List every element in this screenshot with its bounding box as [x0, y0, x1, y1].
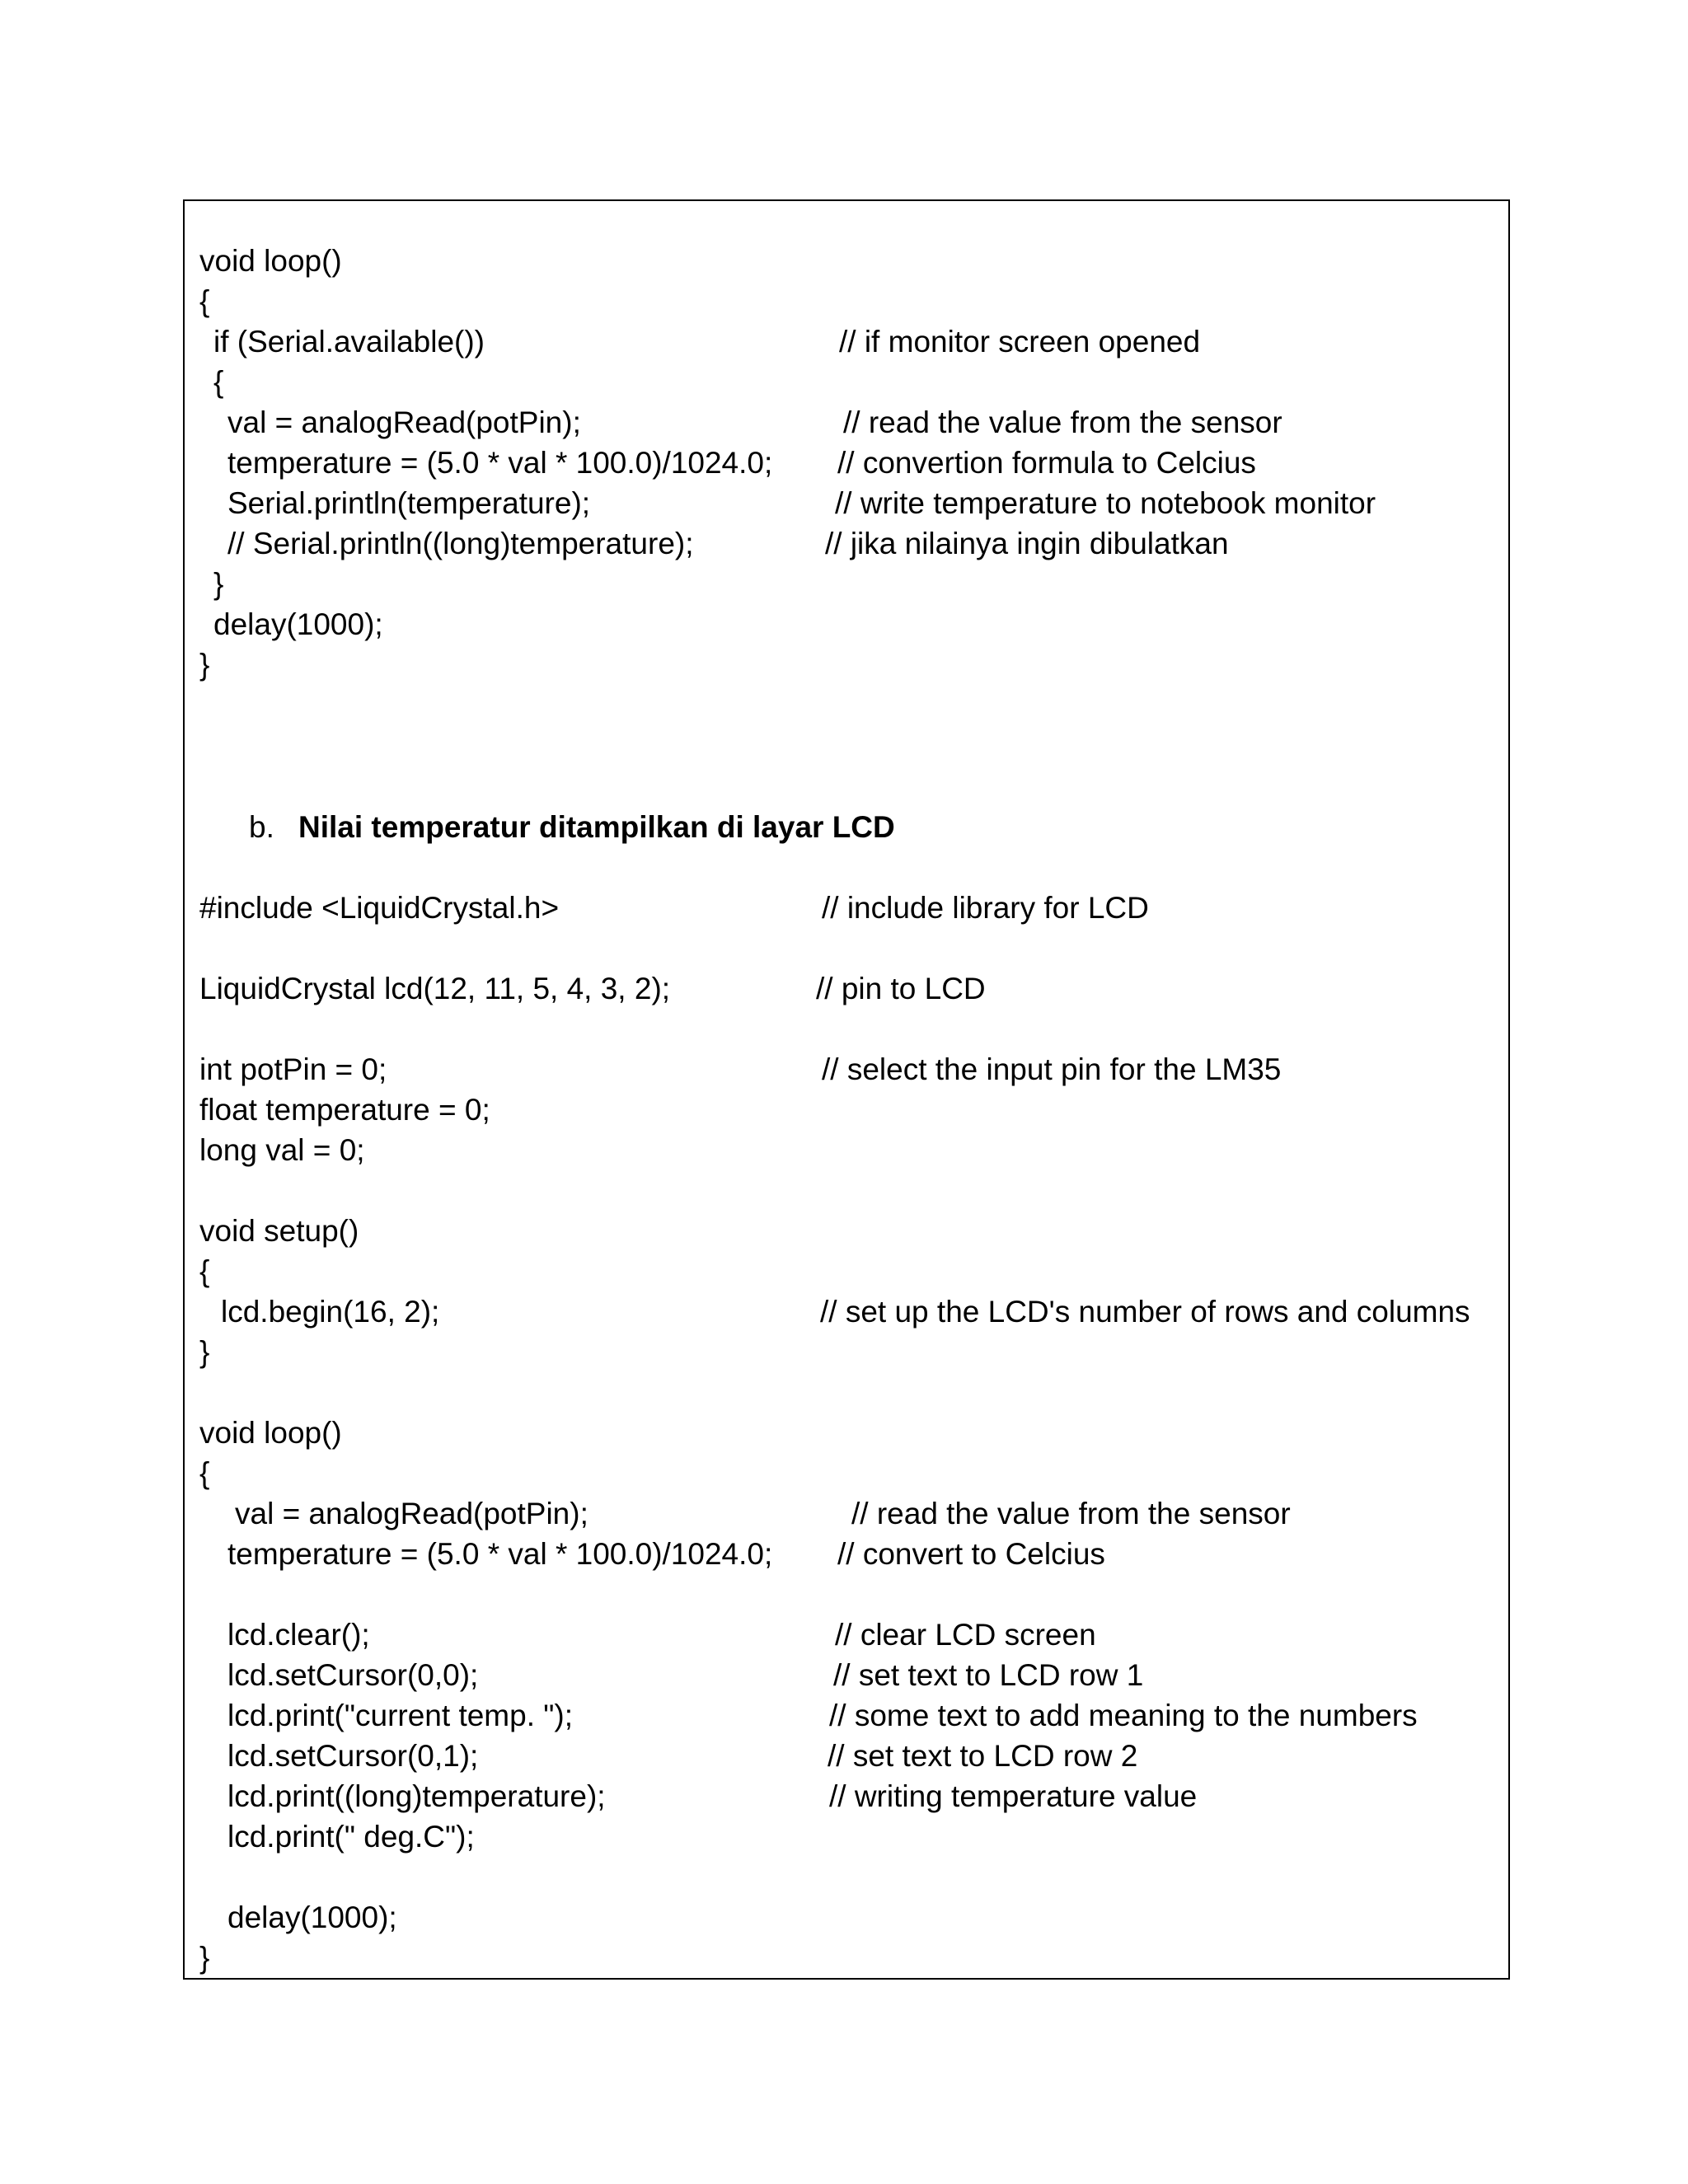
code-line: lcd.clear(); — [227, 1618, 370, 1652]
code-comment: // convert to Celcius — [837, 1537, 1105, 1571]
code-line: } — [213, 567, 224, 601]
section-title: Nilai temperatur ditampilkan di layar LCD — [298, 810, 895, 844]
code-line: lcd.print(" deg.C"); — [227, 1820, 475, 1854]
code-comment: // pin to LCD — [816, 972, 986, 1005]
code-line: void setup() — [199, 1214, 359, 1248]
code-line: val = analogRead(potPin); — [227, 405, 581, 439]
code-line: delay(1000); — [227, 1900, 397, 1934]
code-line: long val = 0; — [199, 1133, 365, 1167]
code-line: } — [199, 648, 210, 682]
code-comment: // clear LCD screen — [835, 1618, 1096, 1652]
code-line: #include <LiquidCrystal.h> — [199, 891, 560, 925]
code-line: lcd.setCursor(0,1); — [227, 1739, 479, 1773]
code-comment: // convertion formula to Celcius — [837, 446, 1256, 480]
code-comment: // if monitor screen opened — [839, 325, 1201, 359]
code-line: val = analogRead(potPin); — [235, 1497, 588, 1530]
code-line: { — [213, 365, 224, 399]
code-comment: // read the value from the sensor — [843, 405, 1282, 439]
code-comment: // include library for LCD — [822, 891, 1149, 925]
code-line: lcd.print((long)temperature); — [227, 1779, 606, 1813]
code-line: lcd.print("current temp. "); — [227, 1699, 573, 1732]
code-line: int potPin = 0; — [199, 1052, 387, 1086]
code-line: lcd.setCursor(0,0); — [227, 1658, 479, 1692]
code-line: void loop() — [199, 244, 342, 278]
code-line: void loop() — [199, 1416, 342, 1450]
code-comment: // jika nilainya ingin dibulatkan — [825, 527, 1229, 560]
code-line: lcd.begin(16, 2); — [221, 1295, 440, 1329]
code-line: temperature = (5.0 * val * 100.0)/1024.0; — [227, 446, 773, 480]
code-line: Serial.println(temperature); — [227, 486, 591, 520]
section-marker: b. — [249, 810, 274, 844]
code-line: } — [199, 1941, 210, 1975]
code-comment: // writing temperature value — [829, 1779, 1198, 1813]
code-line: if (Serial.available()) — [213, 325, 485, 359]
code-comment: // read the value from the sensor — [851, 1497, 1291, 1530]
code-comment: // select the input pin for the LM35 — [822, 1052, 1282, 1086]
code-line: delay(1000); — [213, 607, 383, 641]
code-line: float temperature = 0; — [199, 1093, 490, 1127]
code-comment: // set text to LCD row 2 — [828, 1739, 1138, 1773]
code-comment: // set up the LCD's number of rows and columns — [820, 1295, 1470, 1329]
code-line: LiquidCrystal lcd(12, 11, 5, 4, 3, 2); — [199, 972, 671, 1005]
code-comment: // set text to LCD row 1 — [833, 1658, 1144, 1692]
code-line: { — [199, 284, 210, 318]
code-comment: // write temperature to notebook monitor — [835, 486, 1376, 520]
code-comment: // some text to add meaning to the numbers — [829, 1699, 1418, 1732]
code-line: // Serial.println((long)temperature); — [227, 527, 694, 560]
code-line: temperature = (5.0 * val * 100.0)/1024.0; — [227, 1537, 773, 1571]
code-line: } — [199, 1335, 210, 1369]
code-line: { — [199, 1254, 210, 1288]
code-line: { — [199, 1456, 210, 1490]
